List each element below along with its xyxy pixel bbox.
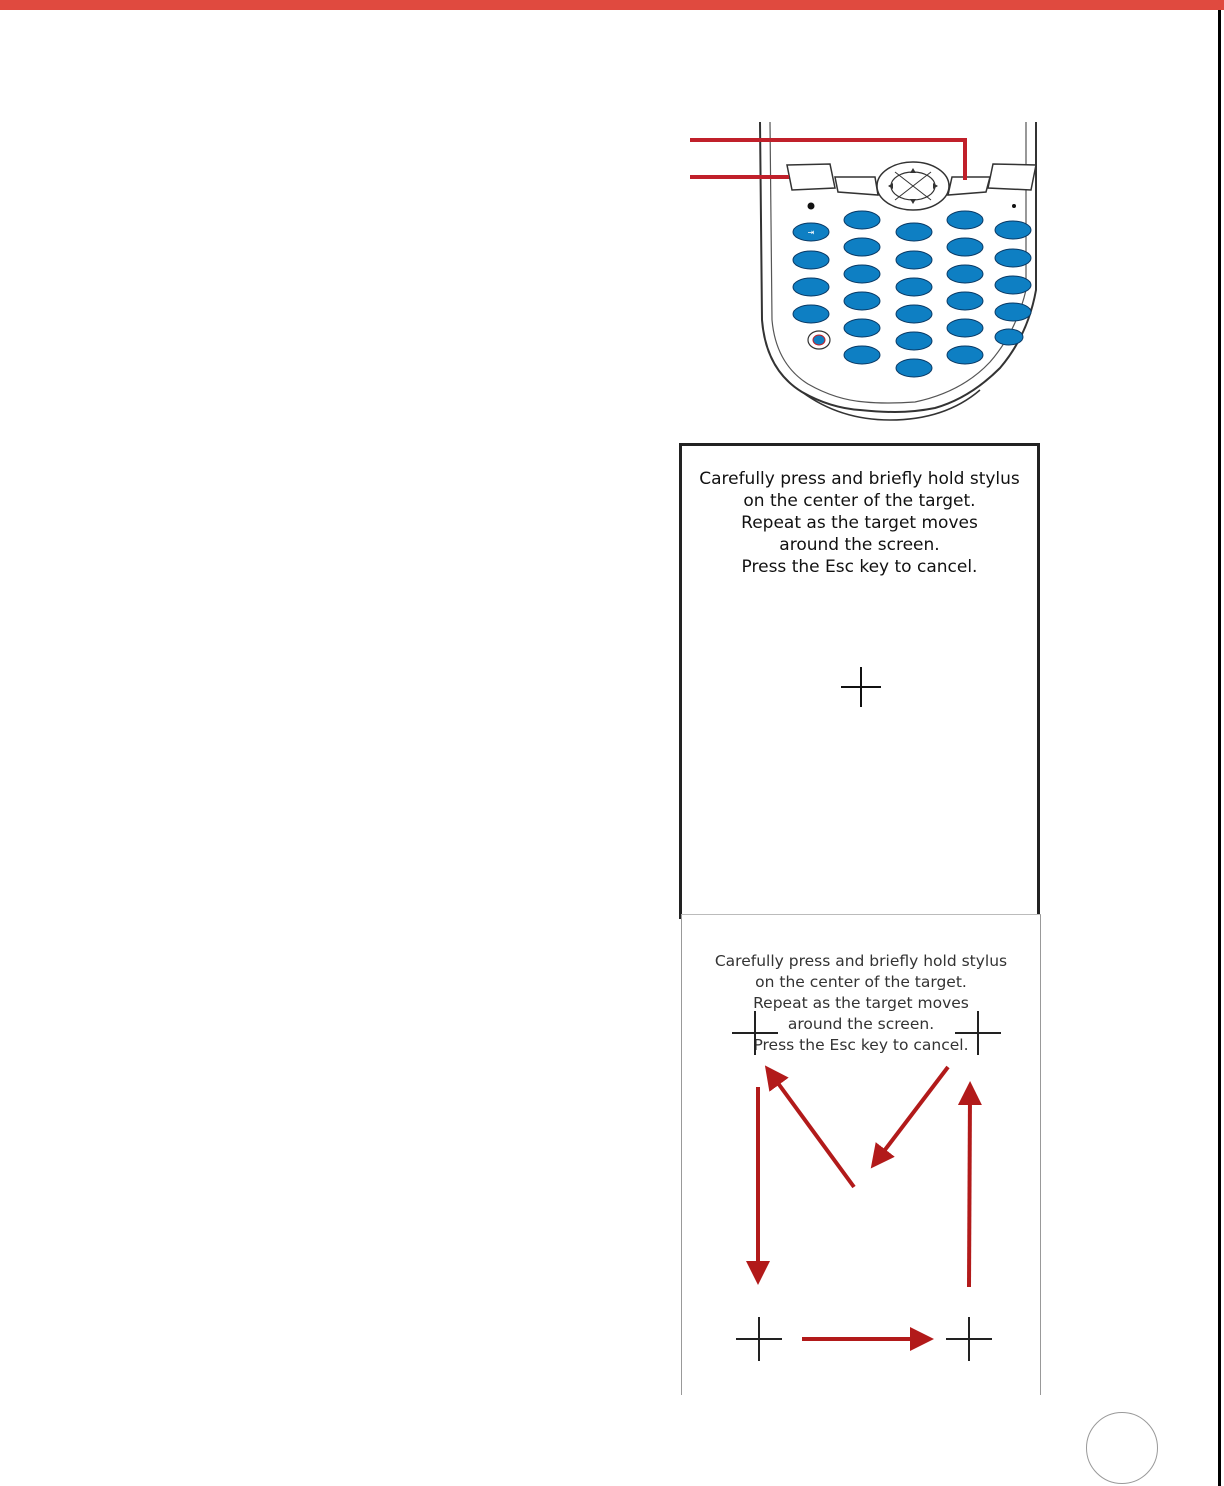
calibration-instructions: Carefully press and briefly hold stylus on the center of the target. Repeat as the target moves around the screen. Press the Esc key to cancel.	[699, 469, 1020, 577]
soft-key-right	[948, 177, 990, 195]
arrow-icon	[969, 1093, 970, 1287]
crosshair-icon	[955, 1011, 1001, 1055]
soft-key-left	[787, 164, 835, 190]
page-number-badge	[1086, 1412, 1158, 1484]
calibration-screen-single	[679, 443, 1040, 919]
crosshair-icon	[946, 1317, 992, 1361]
keypad-illustration	[690, 120, 1070, 430]
arrow-icon	[878, 1067, 948, 1159]
page-edge-rule	[1218, 10, 1221, 1486]
arrow-icon	[772, 1075, 854, 1187]
calibration-screen-sequence	[681, 914, 1041, 1395]
crosshair-icon	[736, 1317, 782, 1361]
svg-text:⇥: ⇥	[807, 228, 815, 237]
calibration-instructions-faded: Carefully press and briefly hold stylus on the center of the target. Repeat as the target moves around the screen. Press the Esc key to cancel.	[714, 952, 1008, 1054]
crosshair-icon	[841, 667, 881, 707]
crosshair-icon	[732, 1011, 778, 1055]
header-accent-bar	[0, 0, 1224, 10]
scan-key-icon	[808, 331, 830, 349]
dpad-icon	[877, 162, 949, 210]
